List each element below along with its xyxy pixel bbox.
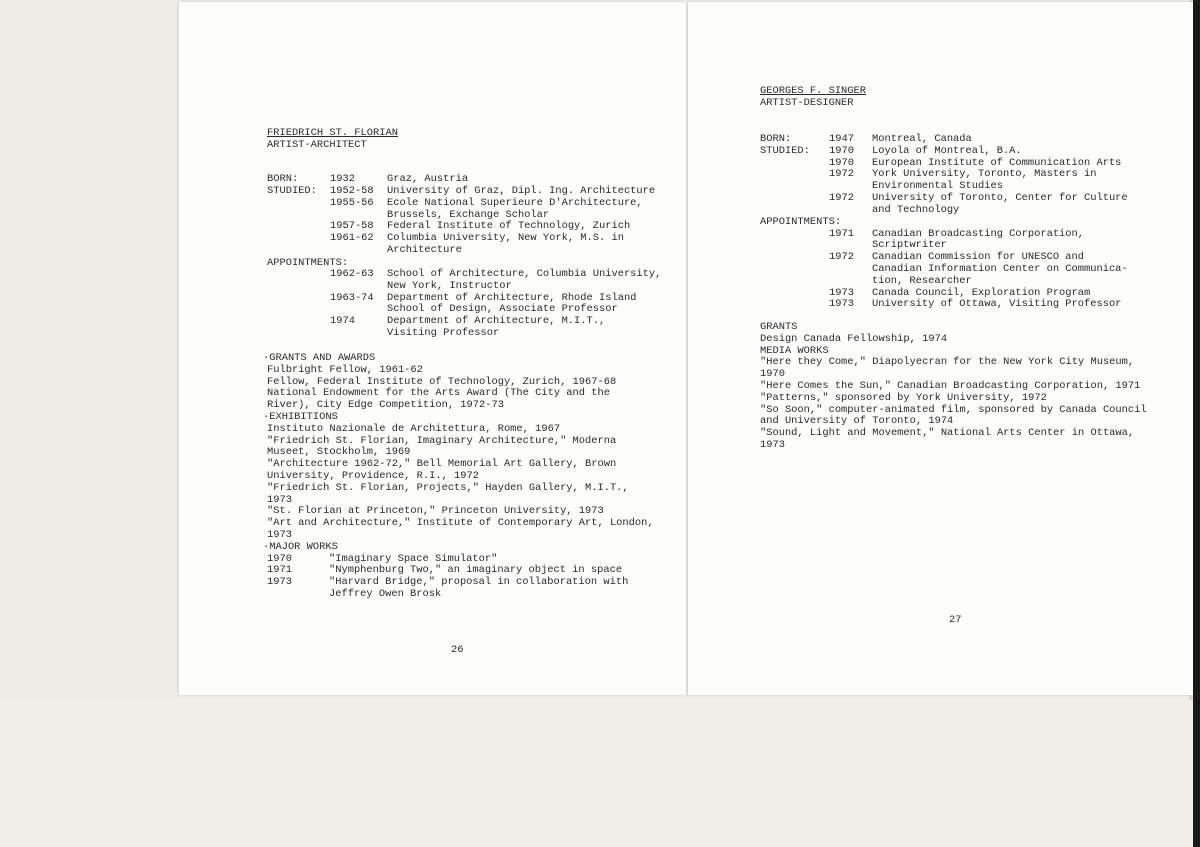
studied-label: STUDIED: bbox=[267, 185, 317, 197]
work-year: 1970 bbox=[267, 552, 292, 565]
exhibition-entry: Museet, Stockholm, 1969 bbox=[267, 446, 411, 459]
appointment-entry: University of Ottawa, Visiting Professor bbox=[872, 298, 1122, 310]
grant-entry: Design Canada Fellowship, 1974 bbox=[760, 332, 948, 345]
appointment-entry: Department of Architecture, M.I.T., bbox=[387, 315, 606, 328]
media-work-entry: and University of Toronto, 1974 bbox=[760, 415, 954, 428]
appointment-entry: tion, Researcher bbox=[872, 275, 972, 287]
appointment-entry: Canadian Commission for UNESCO and bbox=[872, 251, 1085, 263]
appointment-entry: School of Design, Associate Professor bbox=[387, 303, 618, 316]
studied-year: 1952-58 bbox=[330, 185, 374, 197]
appointment-year: 1962-63 bbox=[330, 268, 374, 280]
exhibition-entry: Instituto Nazionale de Architettura, Rome, 1967 bbox=[267, 422, 561, 435]
person-role: ARTIST-ARCHITECT bbox=[267, 139, 367, 151]
appointments-label: APPOINTMENTS: bbox=[267, 257, 349, 269]
studied-entry: Architecture bbox=[387, 244, 462, 256]
media-work-entry: "Sound, Light and Movement," National Arts Center in Ottawa, bbox=[760, 427, 1135, 440]
work-entry: "Harvard Bridge," proposal in collaboration with bbox=[329, 576, 629, 589]
born-place: Graz, Austria bbox=[387, 173, 469, 185]
studied-entry: Federal Institute of Technology, Zurich bbox=[387, 220, 631, 233]
studied-year: 1970 bbox=[829, 157, 854, 169]
grants-label: GRANTS bbox=[760, 321, 798, 333]
dark-border bbox=[1193, 0, 1200, 847]
studied-entry: and Technology bbox=[872, 204, 960, 216]
media-work-entry: 1970 bbox=[760, 368, 785, 381]
media-work-entry: "So Soon," computer-animated film, sponsored by Canada Council bbox=[760, 403, 1147, 416]
born-label: BORN: bbox=[760, 133, 792, 145]
exhibition-entry: "Art and Architecture," Institute of Contemporary Art, London, bbox=[267, 517, 654, 530]
studied-year: 1972 bbox=[829, 192, 854, 204]
appointment-entry: New York, Instructor bbox=[387, 279, 512, 292]
appointment-entry: Canada Council, Exploration Program bbox=[872, 287, 1091, 299]
studied-year: 1970 bbox=[829, 145, 854, 157]
grant-entry: National Endowment for the Arts Award (The City and the bbox=[267, 387, 610, 400]
studied-entry: University of Graz, Dipl. Ing. Architecture bbox=[387, 185, 656, 197]
studied-entry: Ecole National Superieure D'Architecture, bbox=[387, 196, 643, 209]
media-works-label: MEDIA WORKS bbox=[760, 344, 829, 357]
media-work-entry: "Here Comes the Sun," Canadian Broadcasting Corporation, 1971 bbox=[760, 380, 1141, 392]
major-works-label: ·MAJOR WORKS bbox=[263, 540, 338, 553]
media-work-entry: "Patterns," sponsored by York University, 1972 bbox=[760, 391, 1047, 404]
exhibition-entry: University, Providence, R.I., 1972 bbox=[267, 470, 480, 482]
studied-entry: Environmental Studies bbox=[872, 180, 1003, 192]
person-name: GEORGES F. SINGER bbox=[760, 85, 867, 97]
appointment-entry: Department of Architecture, Rhode Island bbox=[387, 291, 637, 304]
studied-entry: York University, Toronto, Masters in bbox=[872, 168, 1097, 180]
exhibition-entry: 1973 bbox=[267, 493, 292, 506]
exhibitions-label: ·EXHIBITIONS bbox=[263, 411, 338, 423]
person-name: FRIEDRICH ST. FLORIAN bbox=[267, 127, 398, 139]
exhibition-entry: "Friedrich St. Florian, Imaginary Architecture," Moderna bbox=[267, 434, 617, 447]
media-work-entry: "Here they Come," Diapolyecran for the New York City Museum, bbox=[760, 356, 1135, 369]
exhibition-entry: "Friedrich St. Florian, Projects," Hayden Gallery, M.I.T., bbox=[267, 481, 629, 494]
work-year: 1973 bbox=[267, 576, 292, 589]
work-year: 1971 bbox=[267, 564, 292, 577]
exhibition-entry: 1973 bbox=[267, 529, 292, 541]
studied-year: 1955-56 bbox=[330, 196, 374, 209]
appointment-year: 1973 bbox=[829, 298, 854, 310]
grant-entry: River), City Edge Competition, 1972-73 bbox=[267, 399, 504, 412]
work-entry: Jeffrey Owen Brosk bbox=[329, 588, 442, 600]
exhibition-entry: "St. Florian at Princeton," Princeton University, 1973 bbox=[267, 505, 604, 518]
background-surface bbox=[0, 698, 1200, 847]
born-place: Montreal, Canada bbox=[872, 133, 972, 145]
studied-entry: Loyola of Montreal, B.A. bbox=[872, 145, 1022, 157]
work-entry: "Imaginary Space Simulator" bbox=[329, 552, 498, 565]
appointment-year: 1974 bbox=[330, 315, 355, 328]
grant-entry: Fellow, Federal Institute of Technology, Zurich, 1967-68 bbox=[267, 375, 617, 388]
studied-entry: European Institute of Communication Arts bbox=[872, 157, 1122, 169]
work-entry: "Nymphenburg Two," an imaginary object in space bbox=[329, 564, 623, 577]
appointment-entry: Scriptwriter bbox=[872, 239, 947, 251]
page-number: 26 bbox=[451, 644, 464, 656]
media-work-entry: 1973 bbox=[760, 439, 785, 451]
born-label: BORN: bbox=[267, 173, 299, 185]
born-year: 1932 bbox=[330, 173, 355, 185]
studied-entry: University of Toronto, Center for Culture bbox=[872, 192, 1128, 204]
page-number: 27 bbox=[949, 614, 962, 626]
appointment-year: 1972 bbox=[829, 251, 854, 263]
appointment-year: 1971 bbox=[829, 228, 854, 240]
studied-year: 1957-58 bbox=[330, 220, 374, 233]
appointment-year: 1963-74 bbox=[330, 291, 374, 304]
person-role: ARTIST-DESIGNER bbox=[760, 97, 854, 109]
studied-year: 1961-62 bbox=[330, 232, 374, 245]
appointment-entry: Visiting Professor bbox=[387, 327, 500, 339]
appointment-year: 1973 bbox=[829, 287, 854, 299]
grant-entry: Fulbright Fellow, 1961-62 bbox=[267, 363, 423, 376]
grants-label: ·GRANTS AND AWARDS bbox=[263, 352, 376, 364]
studied-label: STUDIED: bbox=[760, 145, 810, 157]
appointments-label: APPOINTMENTS: bbox=[760, 216, 842, 228]
appointment-entry: Canadian Information Center on Communica- bbox=[872, 263, 1128, 275]
exhibition-entry: "Architecture 1962-72," Bell Memorial Art Gallery, Brown bbox=[267, 458, 617, 471]
appointment-entry: School of Architecture, Columbia University, bbox=[387, 268, 662, 280]
appointment-entry: Canadian Broadcasting Corporation, bbox=[872, 228, 1085, 240]
studied-entry: Columbia University, New York, M.S. in bbox=[387, 232, 624, 245]
studied-year: 1972 bbox=[829, 168, 854, 180]
studied-entry: Brussels, Exchange Scholar bbox=[387, 208, 550, 221]
born-year: 1947 bbox=[829, 133, 854, 145]
